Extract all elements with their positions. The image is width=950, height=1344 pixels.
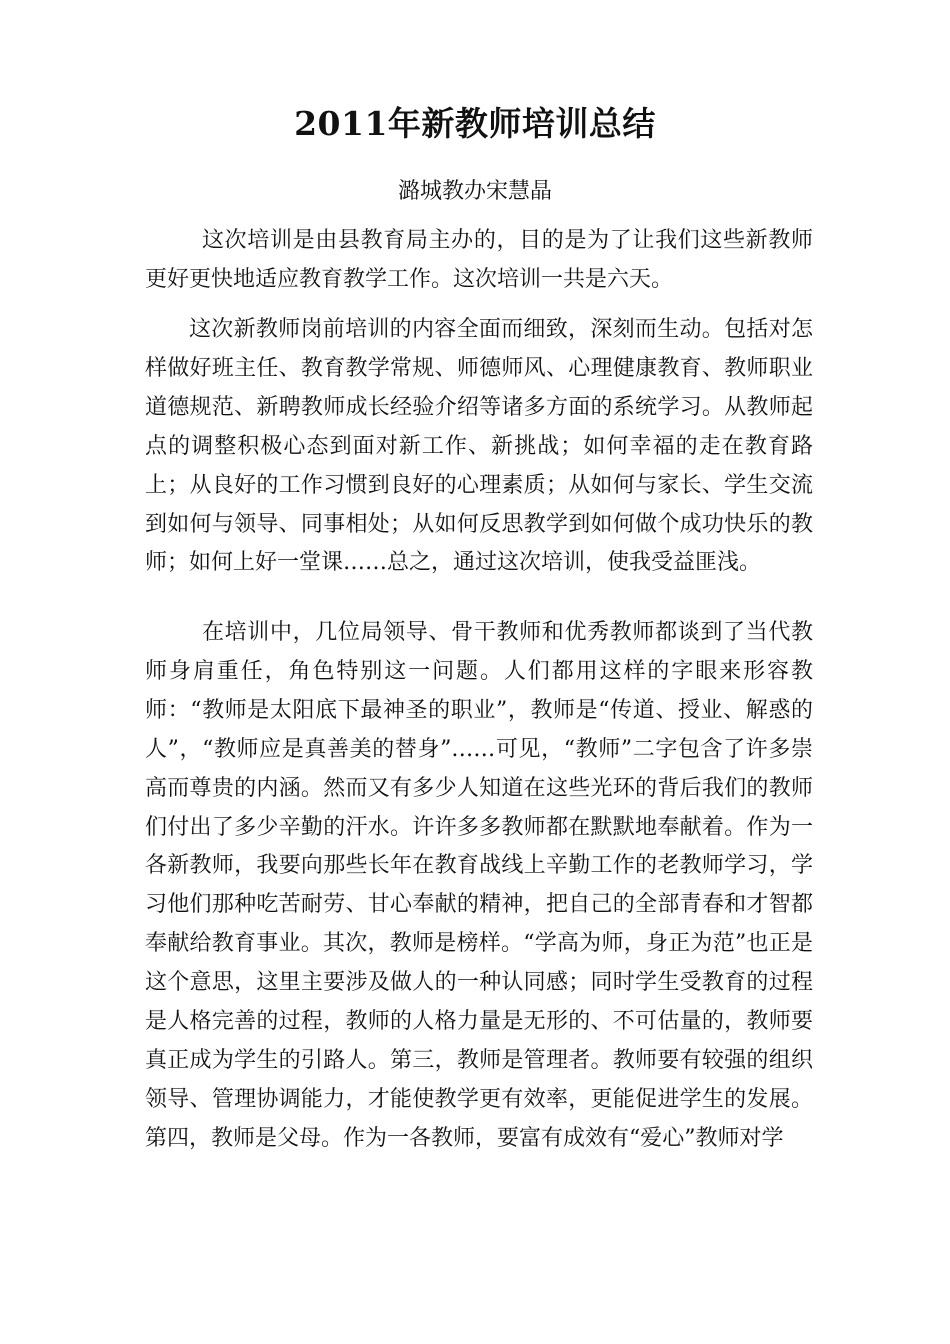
paragraph-1: 这次培训是由县教育局主办的，目的是为了让我们这些新教师更好更快地适应教育教学工作。这次培训一共是六天。 [145,228,813,292]
document-title: 2011年新教师培训总结 [294,104,656,143]
paragraph-2: 这次新教师岗前培训的内容全面而细致，深刻而生动。包括对怎样做好班主任、教育教学常规、师德师风、心理健康教育、教师职业道德规范、新聘教师成长经验介绍等诸多方面的系统学习。从教师起点的调整积极心态到面对新工作、新挑战；如何幸福的走在教育路上；从良好的工作习惯到良好的心理素质；从如何与家长、学生交流到如何与领导、同事相处；从如何反思教学到如何做个成功快乐的教师；如何上好一堂课……总之，通过这次培训，使我受益匪浅。 [145,317,813,576]
paragraph-3: 在培训中，几位局领导、骨干教师和优秀教师都谈到了当代教师身肩重任，角色特别这一问题。人们都用这样的字眼来形容教师：“教师是太阳底下最神圣的职业”，教师是“传道、授业、解惑的人”，“教师应是真善美的替身”……可见，“教师”二字包含了许多崇高而尊贵的内涵。然而又有多少人知道在这些光环的背后我们的教师们付出了多少辛勤的汗水。许许多多教师都在默默地奉献着。作为一各新教师，我要向那些长年在教育战线上辛勤工作的老教师学习，学习他们那种吃苦耐劳、甘心奉献的精神，把自己的全部青春和才智都奉献给教育事业。其次，教师是榜样。“学高为师，身正为范”也正是这个意思，这里主要涉及做人的一种认同感；同时学生受教育的过程是人格完善的过程，教师的人格力量是无形的、不可估量的，教师要真正成为学生的引路人。第三，教师是管理者。教师要有较强的组织领导、管理协调能力，才能使教学更有效率，更能促进学生的发展。第四，教师是父母。作为一各教师，要富有成效有“爱心”教师对学 [145,620,813,1151]
document-author: 潞城教办宋慧晶 [397,179,552,204]
